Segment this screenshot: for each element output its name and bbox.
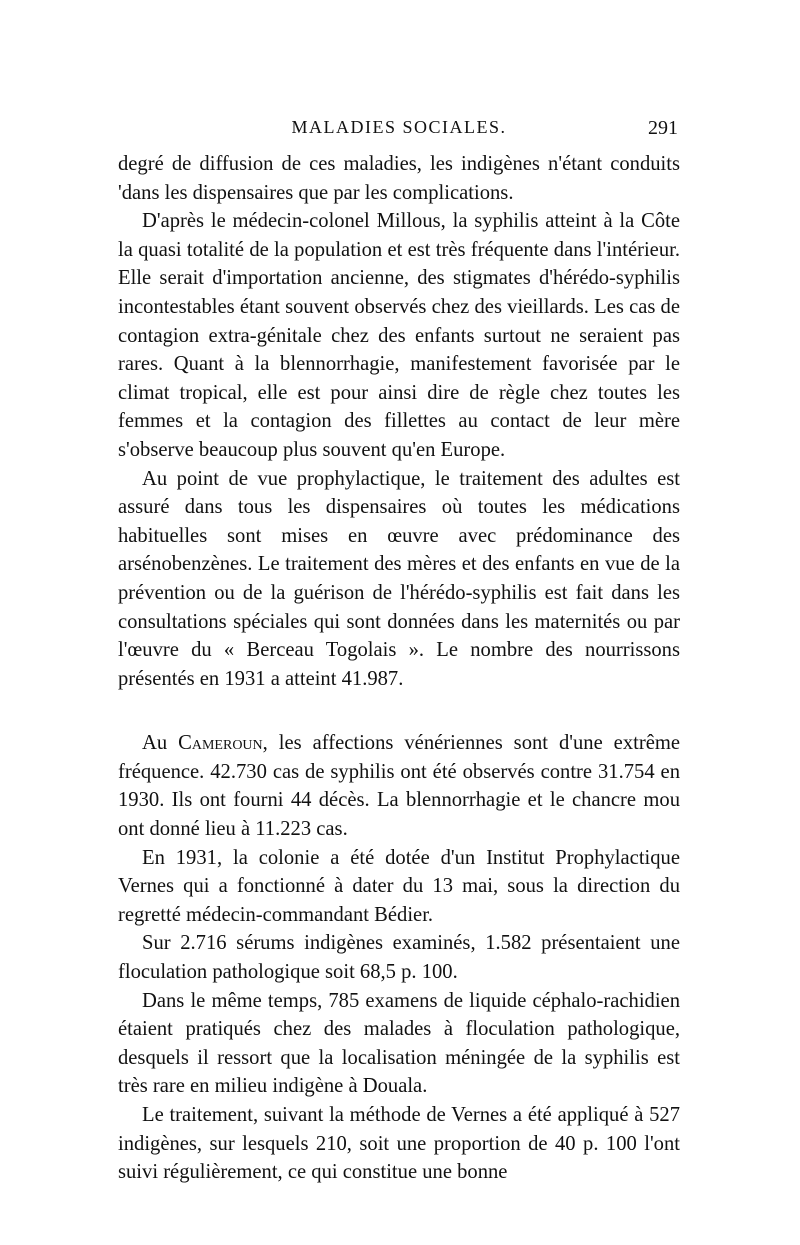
paragraph-cameroun-rest: , les affections vénériennes sont d'une extrême fréquence. 42.730 cas de syphilis ont été observés contre 31.754 en 1930. Ils ont fourni 44 décès. La blennorrhagie et le chancre mou ont donné lieu à 11.223 cas. bbox=[118, 732, 680, 841]
paragraph-traitement: Le traitement, suivant la méthode de Vernes a été appliqué à 527 indigènes, sur lesquels 210, soit une proportion de 40 p. 100 l'ont suivi régulièrement, ce qui constitue une bonne bbox=[118, 1104, 680, 1184]
page-number: 291 bbox=[648, 117, 678, 139]
paragraph-continuation: degré de diffusion de ces maladies, les indigènes n'étant conduits 'dans les dispensaires que par les complications. bbox=[118, 153, 680, 204]
country-name: Cameroun bbox=[178, 732, 263, 755]
paragraph-liquide: Dans le même temps, 785 examens de liquide céphalo-rachidien étaient pratiqués chez des malades à floculation pathologique, desquels il ressort que la localisation méningée de la syphilis est très rare en milieu indigène à Douala. bbox=[118, 989, 680, 1098]
paragraph-cameroun-lead: Au bbox=[142, 732, 179, 755]
paragraph-serums: Sur 2.716 sérums indigènes examinés, 1.582 présentaient une floculation pathologique soit 68,5 p. 100. bbox=[118, 932, 680, 984]
section-break bbox=[118, 693, 680, 729]
paragraph-syphilis-cote: D'après le médecin-colonel Millous, la syphilis atteint à la Côte la quasi totalité de la population et est très fréquente dans l'intérieur. Elle serait d'importation ancienne, des stigmates d'hérédo-syphilis incontestables étant souvent observés chez des vieillards. Les cas de contagion extra-génitale chez des enfants surtout ne seraient pas rares. Quant à la blennorrhagie, manifestement favorisée par le climat tropical, elle est pour ainsi dire de règle chez toutes les femmes et la contagion des fillettes au contact de leur mère s'observe beaucoup plus souvent qu'en Europe. bbox=[118, 210, 680, 461]
paragraph-institut: En 1931, la colonie a été dotée d'un Institut Prophylactique Vernes qui a fonctionné à dater du 13 mai, sous la direction du regretté médecin-commandant Bédier. bbox=[118, 846, 680, 926]
paragraph-prophylaxis: Au point de vue prophylactique, le traitement des adultes est assuré dans tous les dispensaires où toutes les médications habituelles sont mises en œuvre avec prédominance des arsénobenzènes. Le traitement des mères et des enfants en vue de la prévention ou de la guérison de l'hérédo-syphilis est fait dans les consultations spéciales qui sont données dans les maternités ou par l'œuvre du « Berceau Togolais ». Le nombre des nourrissons présentés en 1931 a atteint 41.987. bbox=[118, 467, 680, 690]
running-title: MALADIES SOCIALES. bbox=[291, 117, 507, 137]
running-header bbox=[118, 117, 680, 141]
paragraph-cameroun bbox=[118, 729, 680, 843]
body-text bbox=[118, 150, 680, 1187]
